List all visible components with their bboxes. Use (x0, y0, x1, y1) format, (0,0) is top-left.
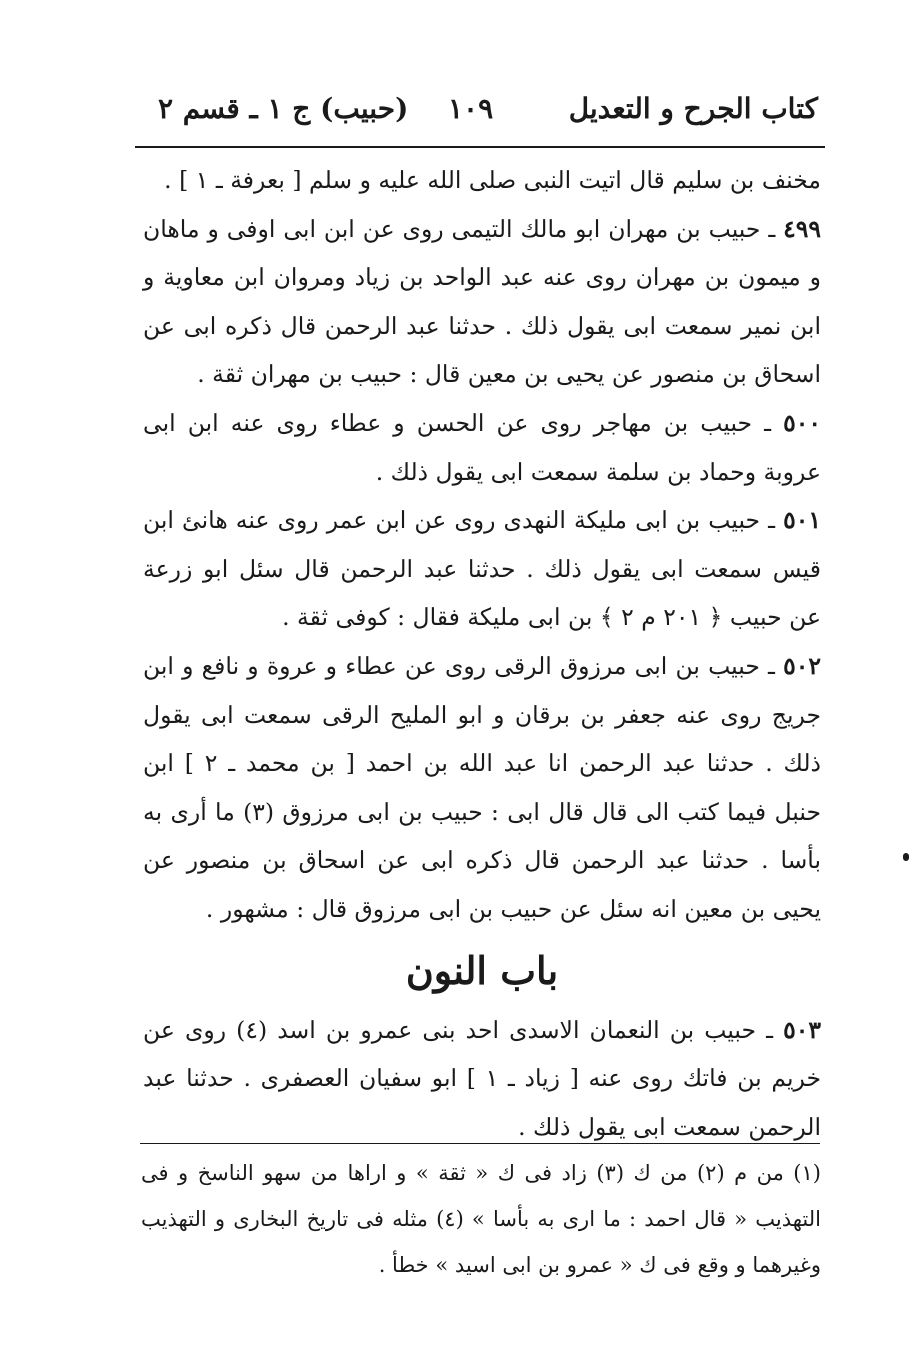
entry-502 (143, 642, 821, 934)
entry-text: مخنف بن سليم قال اتيت النبى صلى الله عليه و سلم [ بعرفة ـ ١ ] . (164, 166, 821, 194)
book-title: كتاب الجرح و التعديل (568, 92, 818, 125)
entry-number: ٥٠١ (783, 506, 821, 535)
entry-text: ـ حبيب بن مهران ابو مالك التيمى روى عن ابن ابى اوفى و ماهان و ميمون بن مهران روى عنه عبد الواحد بن زياد ومروان ابن معاوية و ابن نمير سمعت ابى يقول ذلك . حدثنا عبد الرحمن قال ذكره ابى عن اسحاق بن منصور عن يحيى بن معين قال : حبيب بن مهران ثقة . (143, 214, 821, 389)
entry-text: ـ حبيب بن ابى مرزوق الرقى روى عن عطاء و عروة و نافع و ابن جريج روى عنه جعفر بن برقان و ابو المليح الرقى سمعت ابى يقول ذلك . حدثنا عبد الرحمن انا عبد الله بن احمد [ بن محمد ـ ٢ ] ابن حنبل فيما كتب الى قال قال ابى : حبيب بن ابى مرزوق (٣) ما أرى به بأسا . حدثنا عبد الرحمن قال ذكره ابى عن اسحاق بن منصور عن يحيى بن معين انه سئل عن حبيب بن ابى مرزوق قال : مشهور . (143, 651, 821, 923)
entry-499 (143, 205, 821, 399)
running-header (158, 92, 826, 142)
margin-mark (903, 853, 909, 861)
entry-500 (143, 399, 821, 496)
entry-text: ـ حبيب بن ابى مليكة النهدى روى عن ابن عمر روى عنه هانئ ابن قيس سمعت ابى يقول ذلك . حدثنا عبد الرحمن قال سئل ابو زرعة عن حبيب ﴿ ٢٠١ م ٢ ﴾ بن ابى مليكة فقال : كوفى ثقة . (143, 506, 821, 632)
footnote-text: (١) من م (٢) من ك (٣) زاد فى ك « ثقة » و اراها من سهو الناسخ و فى التهذيب « قال احمد : ما ارى به بأسا » (٤) مثله فى تاريخ البخارى و التهذيب وغيرهما و وقع فى ك « عمرو بن ابى اسيد » خطأ . (141, 1161, 822, 1277)
entry-number: ٤٩٩ (783, 214, 821, 243)
entry-number: ٥٠٣ (783, 1015, 821, 1044)
main-text (143, 156, 821, 1151)
header-rule (135, 146, 825, 148)
page-number: ١٠٩ (448, 92, 494, 125)
entry-503 (143, 1006, 821, 1152)
entry-number: ٥٠٠ (783, 408, 821, 437)
entry-number: ٥٠٢ (783, 651, 821, 680)
volume-section: (حبيب) ج ١ ـ قسم ٢ (158, 92, 409, 125)
footnote-rule (140, 1143, 820, 1144)
footnotes (141, 1150, 821, 1288)
section-heading: باب النون (405, 947, 559, 993)
entry-501 (143, 496, 821, 642)
entry-text: ـ حبيب بن مهاجر روى عن الحسن و عطاء روى عنه ابن ابى عروبة وحماد بن سلمة سمعت ابى يقول ذلك . (143, 408, 821, 486)
entry-text: ـ حبيب بن النعمان الاسدى احد بنى عمرو بن اسد (٤) روى عن خريم بن فاتك روى عنه [ زياد ـ ١ ] ابو سفيان العصفرى . حدثنا عبد الرحمن سمعت ابى يقول ذلك . (143, 1015, 821, 1141)
entry-continuation (143, 156, 821, 205)
